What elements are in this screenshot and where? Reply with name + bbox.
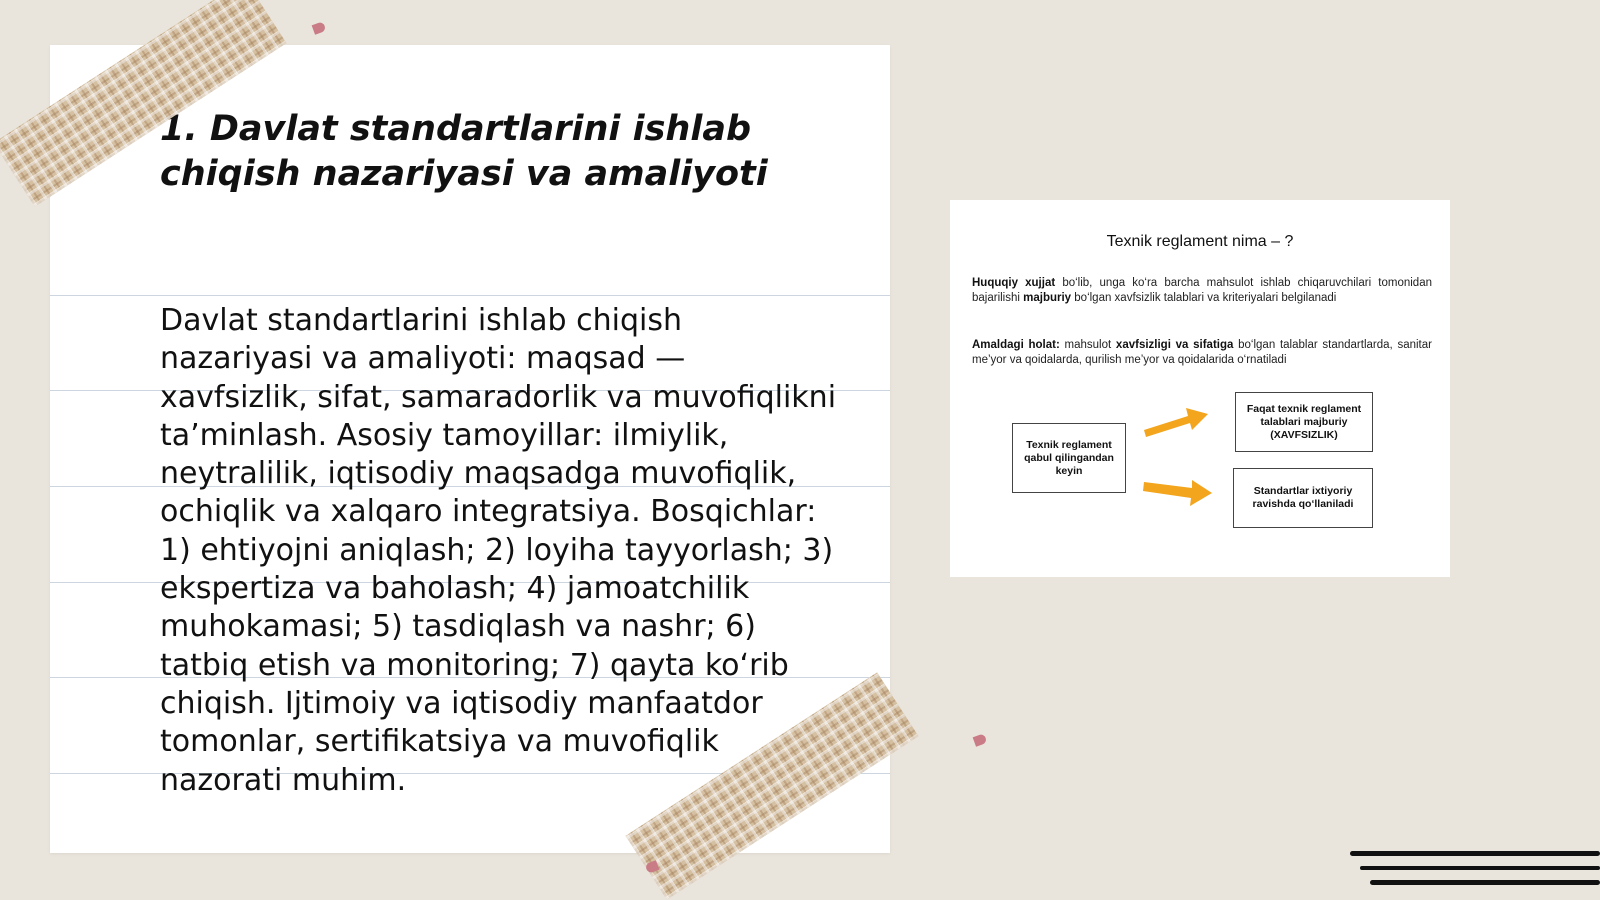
decor-stripe xyxy=(1370,880,1600,885)
slide-paragraph-current-state xyxy=(972,338,1432,368)
flow-source-box: Texnik reglament qabul qilingandan keyin xyxy=(1012,423,1126,493)
tape-tip xyxy=(312,21,327,35)
slide-paragraph-definition xyxy=(972,276,1432,306)
paragraph-text: bo‘lgan talablar standartlarda, sanitar me’yor va qoidalarda, qurilish me’yor va qoidalarida o‘rnatiladi xyxy=(972,339,1432,366)
flow-target-top-box: Faqat texnik reglament talablari majburiy (XAVFSIZLIK) xyxy=(1235,392,1373,452)
decor-stripe xyxy=(1360,866,1600,870)
arrow-down-right-icon xyxy=(1140,476,1214,510)
tape-tip xyxy=(973,733,988,747)
slide-title: Texnik reglament nima – ? xyxy=(1106,233,1294,250)
bold-term: Amaldagi holat: xyxy=(972,339,1060,351)
embedded-slide-image xyxy=(950,200,1450,577)
paragraph-text: bo‘lgan xavfsizlik talablari va kriteriyalari belgilanadi xyxy=(1071,292,1337,304)
notebook-paper xyxy=(50,45,890,853)
bold-term: majburiy xyxy=(1023,292,1072,304)
flow-target-bottom-box: Standartlar ixtiyoriy ravishda qo‘llaniladi xyxy=(1233,468,1373,528)
paragraph-text: bo‘lib, unga ko‘ra barcha mahsulot ishlab chiqaruvchilari tomonidan bajarilishi xyxy=(972,277,1432,304)
bold-term: Huquqiy xujjat xyxy=(972,277,1056,289)
body-paragraph: Davlat standartlarini ishlab chiqish nazariyasi va amaliyoti: maqsad — xavfsizlik, sifat, samaradorlik va muvofiqlikni ta’minlash. Asosiy tamoyillar: ilmiylik, neytralilik, iqtisodiy maqsadga muvofiqlik, ochiqlik va xalqaro integratsiya. Bosqichlar: 1) ehtiyojni aniqlash; 2) loyiha tayyorlash; 3) ekspertiza va baholash; 4) jamoatchilik muhokamasi; 5) tasdiqlash va nashr; 6) tatbiq etish va monitoring; 7) qayta ko‘rib chiqish. Ijtimoiy va iqtisodiy manfaatdor tomonlar, sertifikatsiya va muvofiqlik nazorati muhim. xyxy=(160,303,837,798)
page-title: 1. Davlat standartlarini ishlab chiqish nazariyasi va amaliyoti xyxy=(160,109,768,194)
paper-rule-line xyxy=(50,295,890,296)
bold-term: xavfsizligi va sifatiga xyxy=(1115,339,1234,351)
arrow-up-right-icon xyxy=(1140,400,1212,440)
paragraph-text: mahsulot xyxy=(1059,339,1116,351)
decor-stripe xyxy=(1350,851,1600,856)
